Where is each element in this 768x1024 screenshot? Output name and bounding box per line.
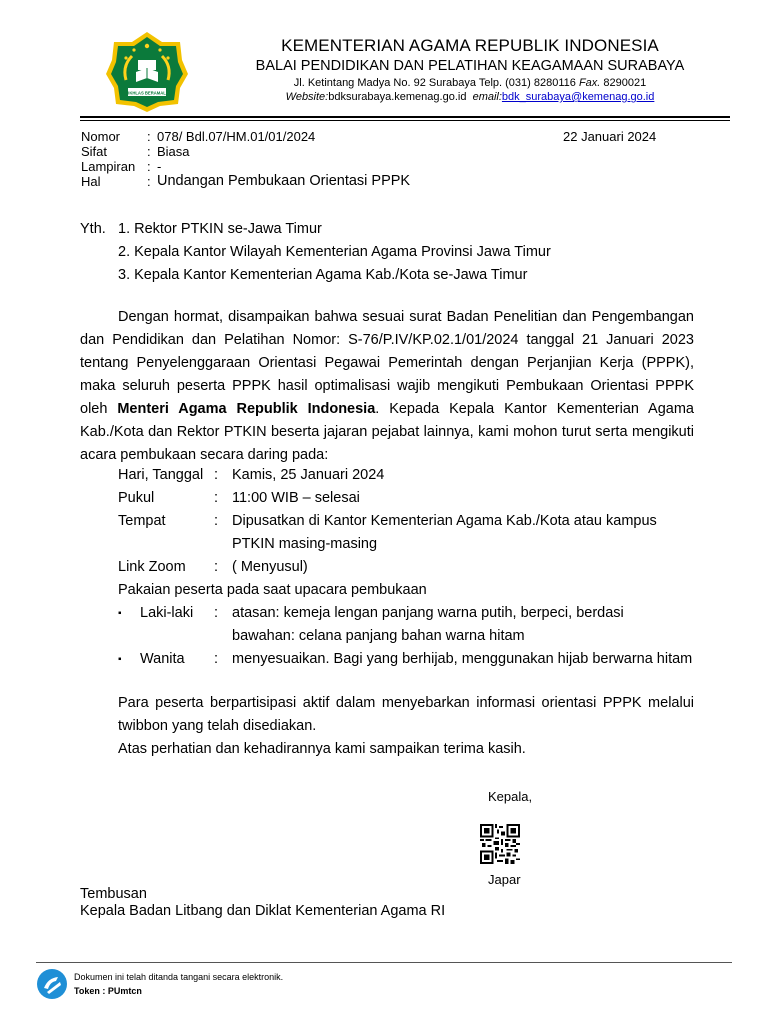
letter-date: 22 Januari 2024 <box>563 129 657 144</box>
header-rule-thick <box>80 116 730 118</box>
email-link[interactable]: bdk_surabaya@kemenag.go.id <box>501 91 655 103</box>
body-paragraph: Dengan hormat, disampaikan bahwa sesuai surat Badan Penelitian dan Pengembangan dan Pendidikan dan Pelatihan Nomor: S-76/P.IV/KP.02.1/01/2024 tanggal 21 Januari 2023 tentang Penyelenggaraan Orientasi Pegawai Pemerintah dengan Perjanjian Kerja (PPPK), maka seluruh peserta PPPK hasil optimalisasi wajib mengikuti Pembukaan Orientasi PPPK oleh Menteri Agama Republik Indonesia. Kepada Kepala Kantor Kementerian Agama Kab./Kota dan Rektor PTKIN beserta jajaran pejabat lainnya, kami mohon turut serta mengikuti acara pembukaan secara daring pada: <box>80 309 694 463</box>
detail-time: Pukul : 11:00 WIB – selesai <box>118 490 360 506</box>
website-link[interactable]: bdksurabaya.kemenag.go.id <box>328 91 467 103</box>
tembusan: Tembusan Kepala Badan Litbang dan Diklat Kementerian Agama RI <box>80 886 446 919</box>
kemenag-logo <box>104 30 190 114</box>
closing-paragraphs: Para peserta berpartisipasi aktif dalam menyebarkan informasi orientasi PPPK melalui twibbon yang telah disediakan. Atas perhatian dan kehadirannya kami sampaikan terima kasih. <box>118 695 694 757</box>
header-rule-thin <box>80 120 730 121</box>
recipient-item: 2. Kepala Kantor Wilayah Kementerian Agama Provinsi Jawa Timur <box>118 244 551 260</box>
signature-title: Kepala, <box>488 789 533 804</box>
qr-code-icon <box>480 824 520 864</box>
detail-place: Tempat : Dipusatkan di Kantor Kementerian Agama Kab./Kota atau kampus PTKIN masing-masing <box>118 513 657 552</box>
bsre-logo-icon <box>36 968 68 1000</box>
dress-code-heading: Pakaian peserta pada saat upacara pembukaan <box>118 582 427 598</box>
footer-rule <box>36 962 732 963</box>
detail-date: Hari, Tanggal : Kamis, 25 Januari 2024 <box>118 467 385 483</box>
detail-zoom: Link Zoom : ( Menyusul) <box>118 559 308 575</box>
svg-text:IKHLAS BERAMAL: IKHLAS BERAMAL <box>128 90 166 96</box>
letter-subject: Undangan Pembukaan Orientasi PPPK <box>157 173 411 189</box>
recipients: Yth. 1. Rektor PTKIN se-Jawa Timur 2. Kepala Kantor Wilayah Kementerian Agama Provinsi Jawa Timur 3. Kepala Kantor Kementerian Agama Kab./Kota se-Jawa Timur <box>80 218 551 287</box>
letter-number: 078/ Bdl.07/HM.01/01/2024 <box>157 129 316 144</box>
bullet-icon: ▪ <box>118 654 122 665</box>
event-details <box>118 464 694 671</box>
esign-token: Token : PUmtcn <box>74 986 142 996</box>
bullet-icon: ▪ <box>118 608 122 619</box>
dress-code-male: ▪ Laki-laki : atasan: kemeja lengan panjang warna putih, berpeci, berdasi bawahan: celana panjang bahan warna hitam <box>118 602 694 648</box>
office-address: Jl. Ketintang Madya No. 92 Surabaya Telp. (031) 8280116 Fax. 8290021 <box>293 77 647 89</box>
recipient-item: 3. Kepala Kantor Kementerian Agama Kab./Kota se-Jawa Timur <box>118 267 528 283</box>
dress-code-female: ▪ Wanita : menyesuaikan. Bagi yang berhijab, menggunakan hijab berwarna hitam <box>118 648 694 671</box>
letter-meta: Nomor : 078/ Bdl.07/HM.01/01/2024 Sifat : Biasa Lampiran : - Hal : Undangan Pembukaan Orientasi PPPK <box>81 129 411 189</box>
signer-name: Japar <box>488 872 521 887</box>
esign-note: Dokumen ini telah ditanda tangani secara elektronik. <box>74 972 284 982</box>
office-name: BALAI PENDIDIKAN DAN PELATIHAN KEAGAMAAN SURABAYA <box>255 58 685 74</box>
office-contact: Website:bdksurabaya.kemenag.go.id email:bdk_surabaya@kemenag.go.id <box>285 91 655 103</box>
ministry-name: KEMENTERIAN AGAMA REPUBLIK INDONESIA <box>281 36 659 55</box>
recipient-item: 1. Rektor PTKIN se-Jawa Timur <box>118 221 322 237</box>
minister-name: Menteri Agama Republik Indonesia <box>117 401 376 417</box>
